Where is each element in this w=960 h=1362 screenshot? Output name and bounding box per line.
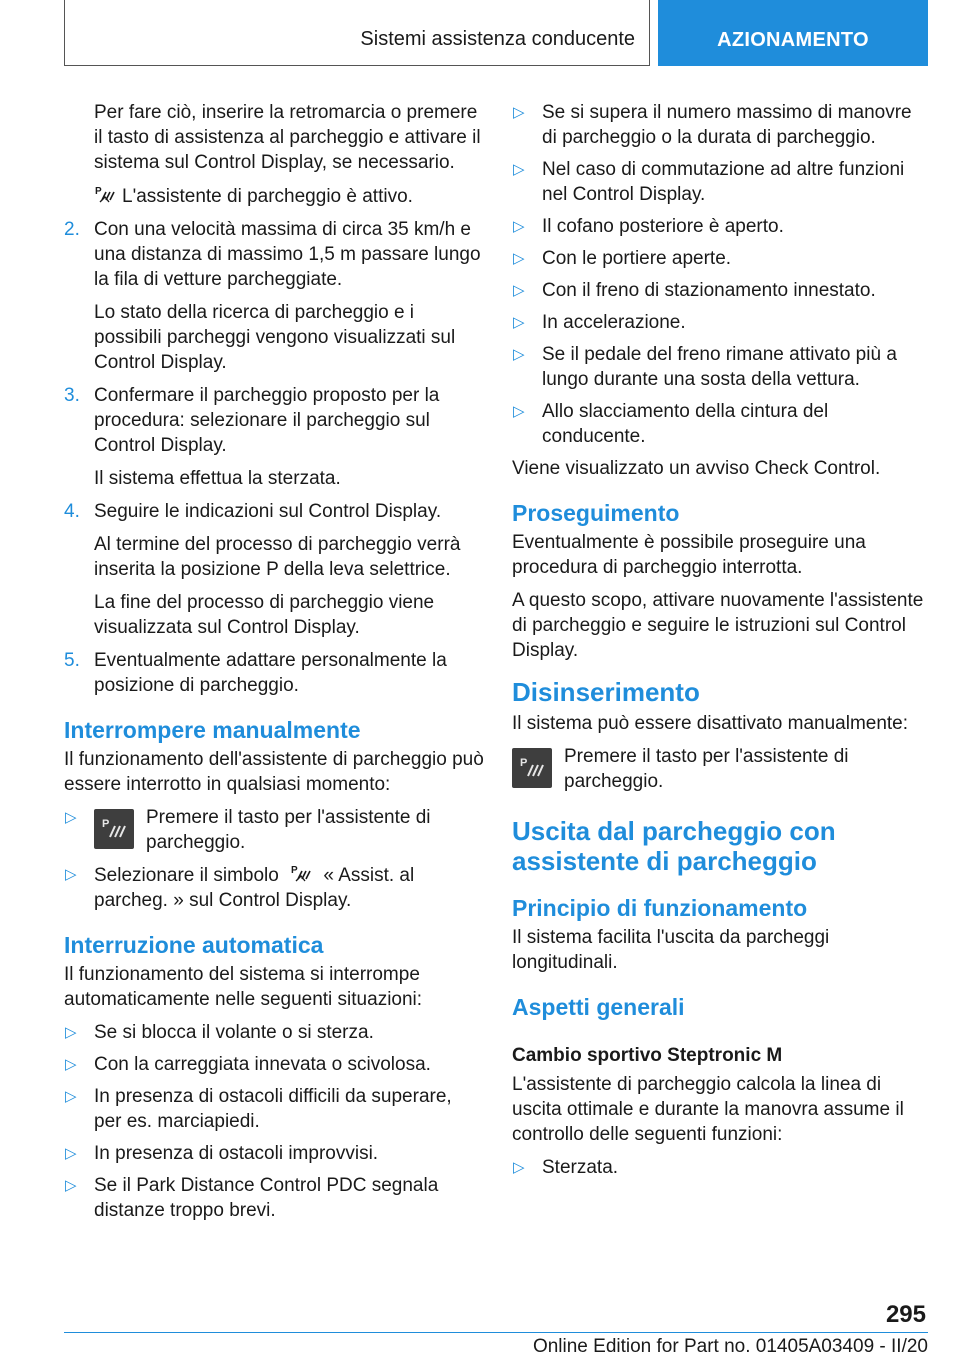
list-item-text: Premere il tasto per l'assistente di parcheggio. xyxy=(146,807,431,853)
step-4 xyxy=(64,499,484,640)
parking-assistant-icon xyxy=(94,183,116,205)
list-item xyxy=(512,1155,928,1180)
svg-text:P: P xyxy=(102,818,110,830)
step-number: 5. xyxy=(64,650,80,671)
triangle-right-icon: ▷ xyxy=(513,250,525,267)
list-item xyxy=(512,100,928,150)
triangle-right-icon: ▷ xyxy=(513,104,525,121)
step-text: Confermare il parcheggio proposto per la procedura: selezionare il parcheggio sul Control Display. xyxy=(94,385,440,456)
page-number: 295 xyxy=(885,1301,926,1328)
active-note xyxy=(64,183,484,209)
triangle-right-icon: ▷ xyxy=(65,1088,77,1105)
step-3 xyxy=(64,383,484,491)
triangle-right-icon: ▷ xyxy=(513,403,525,420)
sport-text: L'assistente di parcheggio calcola la linea di uscita ottimale e durante la manovra assume il controllo delle seguenti funzioni: xyxy=(512,1074,904,1145)
svg-text:P: P xyxy=(291,865,298,876)
step-2 xyxy=(64,217,484,375)
list-item-text: Allo slacciamento della cintura del conducente. xyxy=(542,401,829,447)
page-footer xyxy=(0,1336,928,1358)
parking-button-image xyxy=(94,809,134,849)
active-note-text: L'assistente di parcheggio è attivo. xyxy=(122,186,413,207)
triangle-right-icon: ▷ xyxy=(513,346,525,363)
triangle-right-icon: ▷ xyxy=(65,809,77,826)
list-item-text: Se si blocca il volante o si sterza. xyxy=(94,1022,374,1043)
page-header xyxy=(64,0,928,66)
triangle-right-icon: ▷ xyxy=(65,1145,77,1162)
svg-text:P: P xyxy=(95,186,102,197)
heading-manual-stop: Interrompere manualmente xyxy=(64,717,361,743)
manual-stop-text: Il funzionamento dell'assistente di parcheggio può essere interrotto in qualsiasi momento: xyxy=(64,749,484,795)
left-column xyxy=(64,100,484,1230)
list-item xyxy=(64,1084,484,1134)
heading-principle: Principio di funzionamento xyxy=(512,895,808,921)
step-note: Il sistema effettua la sterzata. xyxy=(94,468,341,489)
intro-paragraph: Per fare ciò, inserire la retromarcia o premere il tasto di assistenza al parcheggio e attivare il sistema sul Control Display, se necessario. xyxy=(94,102,481,173)
step-text: Seguire le indicazioni sul Control Display. xyxy=(94,501,442,522)
step-note: Al termine del processo di parcheggio verrà inserita la posizione P della leva selettrice. xyxy=(94,534,461,580)
list-item xyxy=(64,1141,484,1166)
list-item-text: Se il Park Distance Control PDC segnala distanze troppo brevi. xyxy=(94,1175,439,1221)
list-item-text: In accelerazione. xyxy=(542,312,686,333)
list-item-text: Nel caso di commutazione ad altre funzioni nel Control Display. xyxy=(542,159,905,205)
parking-assistant-icon xyxy=(290,862,312,884)
disable-button-instruction xyxy=(512,744,928,794)
list-item xyxy=(512,246,928,271)
heading-auto-stop: Interruzione automatica xyxy=(64,932,324,958)
parking-assistant-icon xyxy=(518,754,546,782)
parking-assistant-icon xyxy=(100,815,128,843)
step-text: Eventualmente adattare personalmente la posizione di parcheggio. xyxy=(94,650,447,696)
triangle-right-icon: ▷ xyxy=(513,218,525,235)
header-chapter-title: AZIONAMENTO xyxy=(717,29,869,51)
header-section-tab xyxy=(64,0,650,66)
list-item-text: « Assist. al parcheg. » sul Control Display. xyxy=(94,865,415,911)
disable-button-text: Premere il tasto per l'assistente di parcheggio. xyxy=(564,746,849,792)
list-item-text: In presenza di ostacoli improvvisi. xyxy=(94,1143,379,1164)
list-item xyxy=(64,805,484,855)
step-number: 3. xyxy=(64,385,80,406)
list-item-text: Con la carreggiata innevata o scivolosa. xyxy=(94,1054,431,1075)
triangle-right-icon: ▷ xyxy=(513,314,525,331)
list-item xyxy=(64,1020,484,1045)
list-item-text: Con le portiere aperte. xyxy=(542,248,732,269)
list-item-text: Con il freno di stazionamento innestato. xyxy=(542,280,876,301)
list-item-text: Il cofano posteriore è aperto. xyxy=(542,216,784,237)
header-section-title: Sistemi assistenza conducente xyxy=(360,28,635,50)
heading-continue: Proseguimento xyxy=(512,500,680,526)
footer-edition: Online Edition for Part no. 01405A03409 - II/20 xyxy=(532,1336,928,1357)
check-control-text: Viene visualizzato un avviso Check Control. xyxy=(512,458,881,479)
heading-disable: Disinserimento xyxy=(512,677,700,707)
step-note: La fine del processo di parcheggio viene visualizzata sul Control Display. xyxy=(94,592,435,638)
continue-text-2: A questo scopo, attivare nuovamente l'assistente di parcheggio e seguire le istruzioni sul Control Display. xyxy=(512,590,924,661)
svg-text:P: P xyxy=(520,757,528,769)
list-item xyxy=(512,278,928,303)
triangle-right-icon: ▷ xyxy=(513,282,525,299)
right-column xyxy=(512,100,928,1187)
list-item xyxy=(512,342,928,392)
list-item xyxy=(64,1173,484,1223)
parking-button-image xyxy=(512,748,552,788)
triangle-right-icon: ▷ xyxy=(513,161,525,178)
triangle-right-icon: ▷ xyxy=(65,866,77,883)
list-item-text: Se il pedale del freno rimane attivato più a lungo durante una sosta della vettura. xyxy=(542,344,897,390)
heading-sport-gearbox: Cambio sportivo Steptronic M xyxy=(512,1045,783,1066)
triangle-right-icon: ▷ xyxy=(513,1159,525,1176)
step-5 xyxy=(64,648,484,698)
list-item xyxy=(64,1052,484,1077)
auto-stop-text: Il funzionamento del sistema si interrompe automaticamente nelle seguenti situazioni: xyxy=(64,964,423,1010)
list-item-text: Se si supera il numero massimo di manovre di parcheggio o la durata di parcheggio. xyxy=(542,102,912,148)
principle-text: Il sistema facilita l'uscita da parcheggi longitudinali. xyxy=(512,927,830,973)
triangle-right-icon: ▷ xyxy=(65,1024,77,1041)
step-number: 4. xyxy=(64,501,80,522)
header-chapter-tab xyxy=(658,0,928,66)
list-item xyxy=(64,862,484,913)
disable-text: Il sistema può essere disattivato manualmente: xyxy=(512,713,909,734)
footer-divider xyxy=(64,1332,928,1333)
list-item-text: Sterzata. xyxy=(542,1157,619,1178)
continue-text-1: Eventualmente è possibile proseguire una procedura di parcheggio interrotta. xyxy=(512,532,866,578)
step-number: 2. xyxy=(64,219,80,240)
list-item xyxy=(512,399,928,449)
step-note: Lo stato della ricerca di parcheggio e i possibili parcheggi vengono visualizzati sul Control Display. xyxy=(94,302,456,373)
list-item xyxy=(512,214,928,239)
step-text: Con una velocità massima di circa 35 km/h e una distanza di massimo 1,5 m passare lungo la fila di vetture parcheggiate. xyxy=(94,219,481,290)
heading-exit: Uscita dal parcheggio con assistente di parcheggio xyxy=(512,816,836,876)
triangle-right-icon: ▷ xyxy=(65,1056,77,1073)
list-item-text: Selezionare il simbolo xyxy=(94,865,279,886)
list-item xyxy=(512,157,928,207)
list-item-text: In presenza di ostacoli difficili da superare, per es. marciapiedi. xyxy=(94,1086,452,1132)
triangle-right-icon: ▷ xyxy=(65,1177,77,1194)
list-item xyxy=(512,310,928,335)
heading-general: Aspetti generali xyxy=(512,994,685,1020)
